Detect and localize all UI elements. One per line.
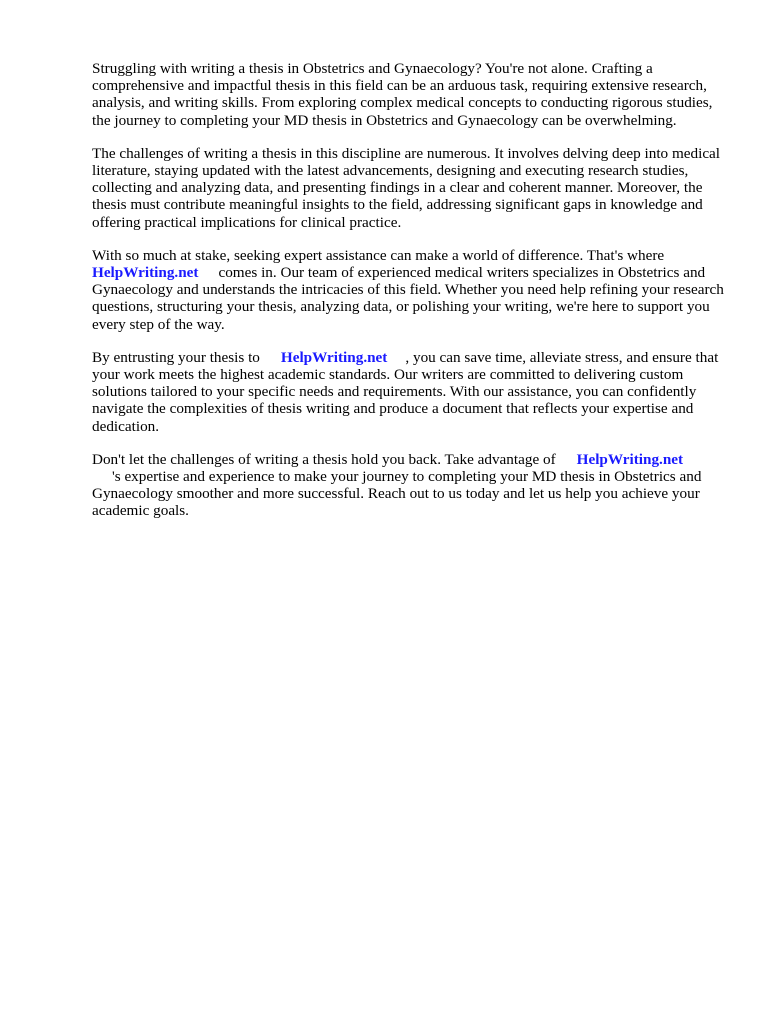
paragraph-text-after-link: 's expertise and experience to make your journey to completing your MD thesis in Obstetrics and Gynaecology smoother and more successful. Reach out to us today and let us help you achieve your academic goals. [92, 468, 702, 520]
paragraph-text: The challenges of writing a thesis in this discipline are numerous. It involves delving deep into medical literature, staying updated with the latest advancements, designing and executing research studies, collecting and analyzing data, and presenting findings in a clear and coherent manner. Moreover, the thesis must contribute meaningful insights to the field, addressing significant gaps in knowledge and offering practical implications for clinical practice. [92, 144, 721, 231]
document-page [92, 60, 732, 536]
paragraph-text-after-link: comes in. Our team of experienced medical writers specializes in Obstetrics and Gynaecology and understands the intricacies of this field. Whether you need help refining your research questions, structuring your thesis, analyzing data, or polishing your writing, we're here to support you every step of the way. [92, 264, 724, 333]
paragraph-text: Struggling with writing a thesis in Obstetrics and Gynaecology? You're not alone. Crafting a comprehensive and impactful thesis in this field can be an arduous task, requiring extensive research, analysis, and writing skills. From exploring complex medical concepts to conducting rigorous studies, the journey to completing your MD thesis in Obstetrics and Gynaecology can be overwhelming. [92, 60, 713, 129]
paragraph-closing [92, 451, 732, 520]
paragraph-text-after-link: , you can save time, alleviate stress, and ensure that your work meets the highest academic standards. Our writers are committed to delivering custom solutions tailored to your specific needs and requirements. With our assistance, you can confidently navigate the complexities of thesis writing and produce a document that reflects your expertise and dedication. [92, 348, 719, 435]
paragraph-assistance [92, 247, 732, 333]
paragraph-text-before-link: Don't let the challenges of writing a thesis hold you back. Take advantage of [92, 450, 556, 468]
paragraph-challenges [92, 145, 732, 231]
helpwriting-link[interactable]: HelpWriting.net [576, 450, 684, 468]
paragraph-text-before-link: With so much at stake, seeking expert assistance can make a world of difference. That's where [92, 246, 665, 264]
paragraph-intro [92, 60, 732, 129]
paragraph-entrusting [92, 349, 732, 435]
paragraph-text-before-link: By entrusting your thesis to [92, 348, 260, 366]
helpwriting-link[interactable]: HelpWriting.net [92, 264, 199, 282]
helpwriting-link[interactable]: HelpWriting.net [280, 348, 388, 366]
